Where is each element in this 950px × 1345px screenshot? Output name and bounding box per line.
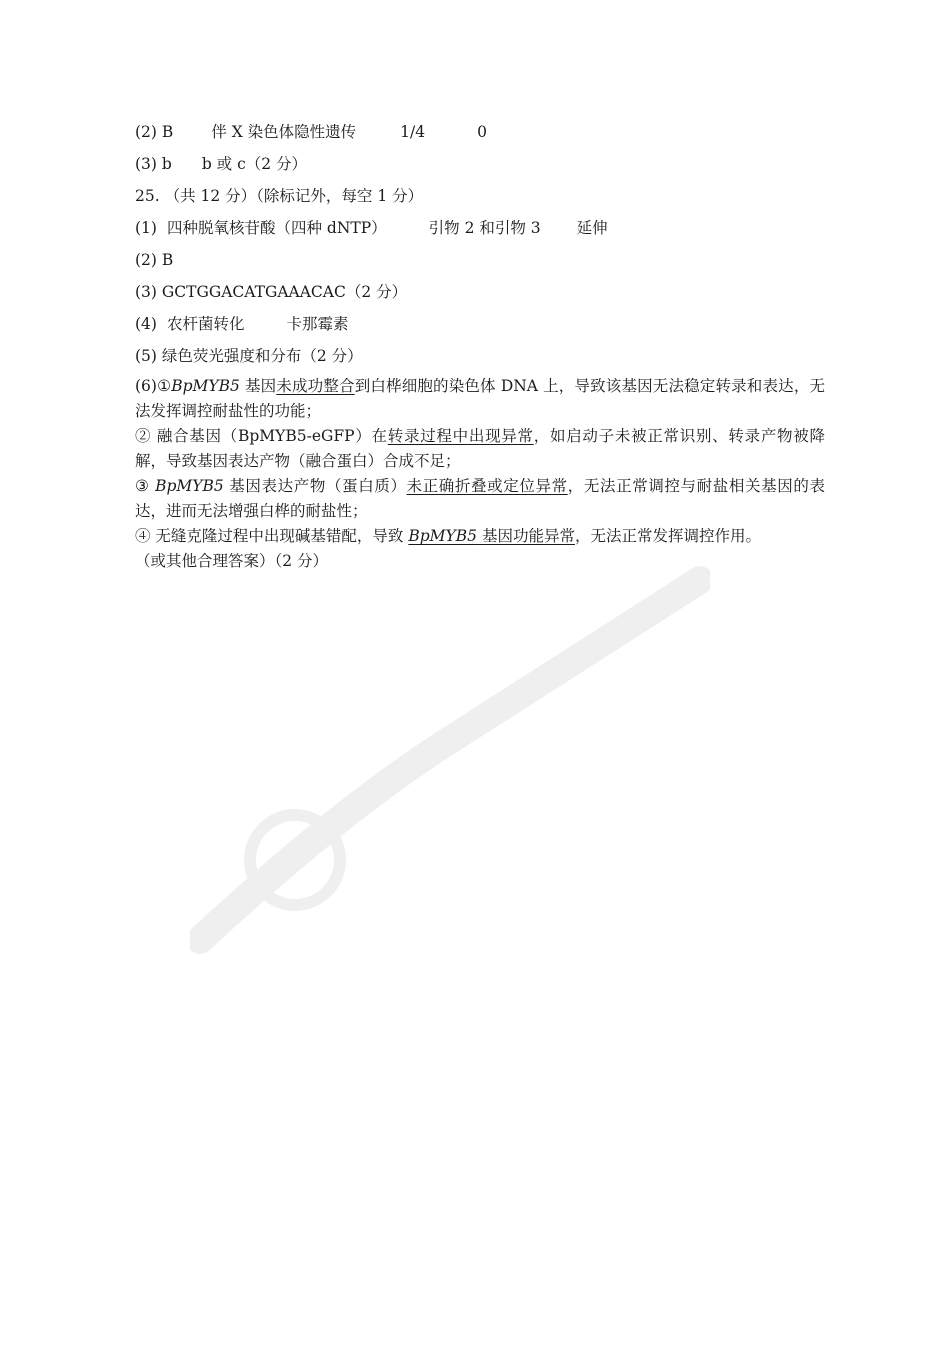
gene-name: BpMYB5 (171, 377, 240, 395)
answer-text: 延伸 (576, 219, 608, 237)
answer-text: ② 融合基因（BpMYB5-eGFP）在 (135, 427, 388, 445)
answer-25-1 (135, 212, 825, 244)
answer-number: (3) b (135, 155, 172, 173)
item-marker: ③ (135, 477, 156, 495)
answer-text: 农杆菌转化 (166, 315, 245, 333)
underlined-key-phrase: 转录过程中出现异常 (387, 427, 534, 445)
answer-text: ，如启动子未被正常识别、转录产物被降解，导致基因表达产物（融合蛋白）合成不足； (135, 427, 825, 470)
gene-name: BpMYB5 (408, 527, 478, 545)
question-25-header: 25. （共 12 分）（除标记外，每空 1 分） (135, 187, 424, 205)
answer-24-3 (135, 148, 825, 180)
answer-text: ，无法正常调控与耐盐相关基因的表达，进而无法增强白桦的耐盐性； (135, 477, 825, 520)
answer-25-4 (135, 308, 825, 340)
answer-text: b 或 c（2 分） (201, 155, 308, 173)
answer-text: 伴 X 染色体隐性遗传 (211, 123, 357, 141)
answer-text: 基因表达产物（蛋白质） (223, 477, 407, 495)
answer-25-6-note: （或其他合理答案）（2 分） (135, 552, 329, 570)
answer-25-6-point-1 (135, 374, 825, 424)
answer-text: 到白桦细胞的染色体 DNA 上，导致该基因无法稳定转录和表达，无法发挥调控耐盐性的功能； (135, 377, 825, 420)
answer-text: 引物 2 和引物 3 (428, 219, 541, 237)
item-marker: (6)① (135, 377, 172, 395)
underlined-key-phrase: 基因功能异常 (477, 527, 575, 545)
answer-25-6-point-4 (135, 524, 825, 549)
answer-25-6-point-2 (135, 424, 825, 474)
answer-25-6-point-3 (135, 474, 825, 524)
answer-number: (1) (135, 219, 157, 237)
answer-number: (4) (135, 315, 157, 333)
answer-text: 卡那霉素 (286, 315, 349, 333)
answer-25-2: (2) B (135, 251, 174, 269)
answer-text: 四种脱氧核苷酸（四种 dNTP） (166, 219, 387, 237)
answer-content (135, 116, 825, 574)
answer-25-5: (5) 绿色荧光强度和分布（2 分） (135, 347, 363, 365)
answer-25-3: (3) GCTGGACATGAAACAC（2 分） (135, 283, 408, 301)
answer-text: 基因 (239, 377, 277, 395)
answer-text: ④ 无缝克隆过程中出现碱基错配，导致 (135, 527, 409, 545)
answer-24-2 (135, 116, 825, 148)
underlined-key-phrase: 未成功整合 (276, 377, 355, 395)
answer-text: 0 (477, 123, 487, 141)
faint-watermark (190, 560, 710, 980)
underlined-key-phrase: 未正确折叠或定位异常 (406, 477, 568, 495)
gene-name: BpMYB5 (155, 477, 224, 495)
answer-number: (2) B (135, 123, 174, 141)
answer-text: ，无法正常发挥调控作用。 (574, 527, 761, 545)
answer-text: 1/4 (400, 123, 426, 141)
